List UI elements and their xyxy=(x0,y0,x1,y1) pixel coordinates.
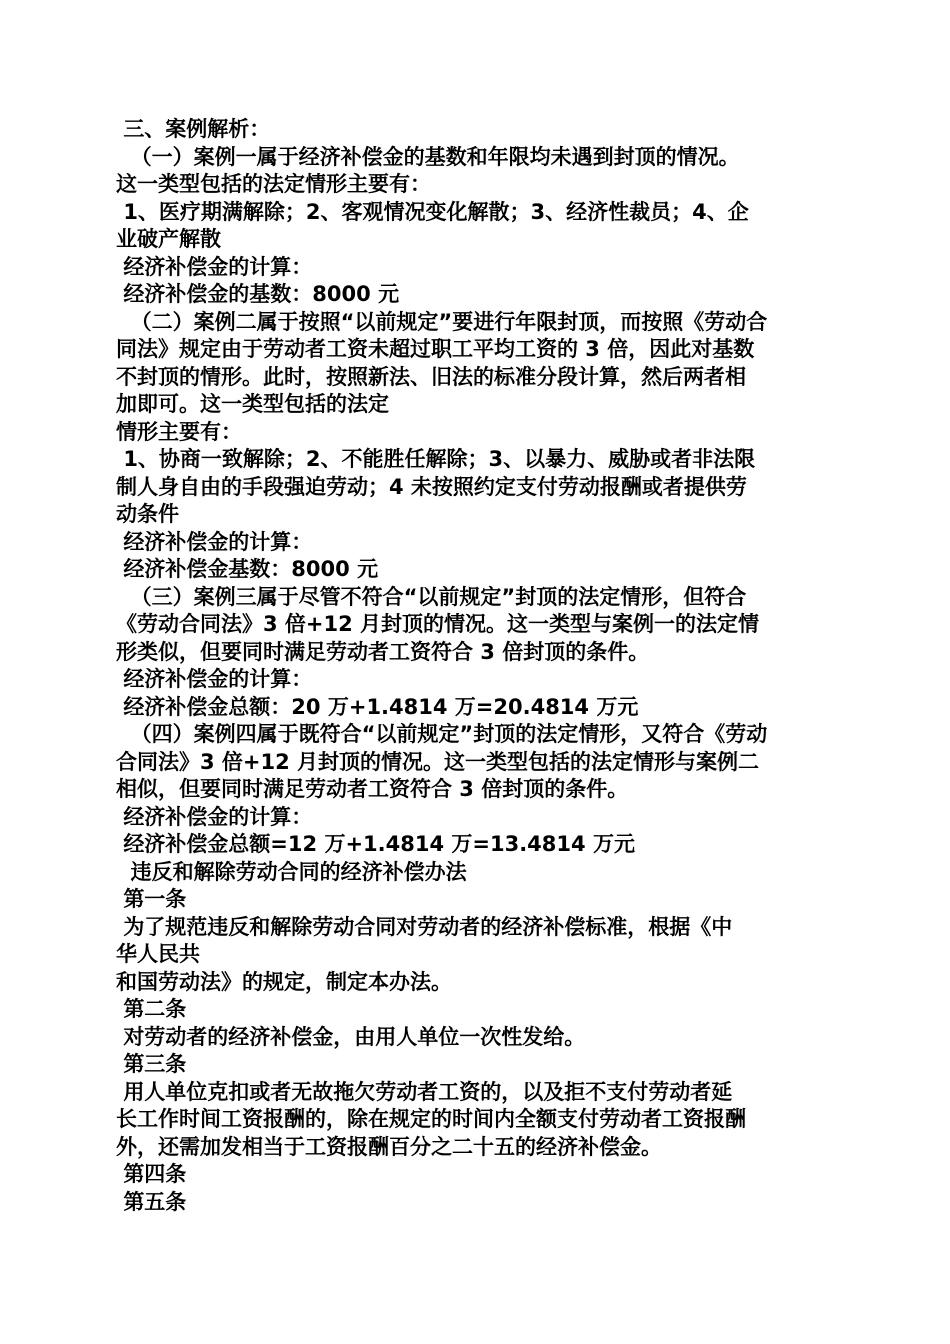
text-line: 经济补偿金总额=12 万+1.4814 万=13.4814 万元 xyxy=(116,832,635,856)
text-line: （二）案例二属于按照“以前规定”要进行年限封顶，而按照《劳动合 xyxy=(116,309,768,334)
text-line: 经济补偿金的计算： xyxy=(116,667,313,691)
text-line: 第三条 xyxy=(116,1052,187,1076)
text-line: 三、案例解析： xyxy=(116,117,271,141)
text-line: 为了规范违反和解除劳动合同对劳动者的经济补偿标准，根据《中 xyxy=(116,914,733,939)
text-line: 第二条 xyxy=(116,997,187,1021)
text-line: 对劳动者的经济补偿金，由用人单位一次性发给。 xyxy=(116,1024,586,1049)
text-line: 和国劳动法》的规定，制定本办法。 xyxy=(116,969,452,994)
text-line: 经济补偿金的计算： xyxy=(116,804,313,829)
text-line: 用人单位克扣或者无故拖欠劳动者工资的，以及拒不支付劳动者延 xyxy=(116,1079,733,1104)
text-line: 1、医疗期满解除；2、客观情况变化解散；3、经济性裁员；4、企 xyxy=(116,199,749,224)
text-line: 《劳动合同法》3 倍+12 月封顶的情况。这一类型与案例一的法定情 xyxy=(116,612,760,636)
text-line: 违反和解除劳动合同的经济补偿办法 xyxy=(116,859,467,884)
text-line: 经济补偿金的计算： xyxy=(116,529,313,554)
text-line: 经济补偿金基数：8000 元 xyxy=(116,557,379,581)
text-line: 华人民共 xyxy=(116,942,200,966)
text-line: 同法》规定由于劳动者工资未超过职工平均工资的 3 倍，因此对基数 xyxy=(116,337,755,361)
text-line: 情形主要有： xyxy=(116,419,242,444)
text-line: 外，还需加发相当于工资报酬百分之二十五的经济补偿金。 xyxy=(116,1134,662,1159)
text-line: 第五条 xyxy=(116,1189,187,1214)
text-line: 制人身自由的手段强迫劳动；4 未按照约定支付劳动报酬或者提供劳 xyxy=(116,474,747,499)
text-line: 经济补偿金的计算： xyxy=(116,254,313,279)
text-line: （一）案例一属于经济补偿金的基数和年限均未遇到封顶的情况。 xyxy=(116,144,740,169)
text-line: 动条件 xyxy=(116,502,179,526)
text-line: 这一类型包括的法定情形主要有： xyxy=(116,172,431,196)
document-page xyxy=(116,116,836,1216)
text-line: 经济补偿金的基数：8000 元 xyxy=(116,282,400,306)
text-line: 形类似，但要同时满足劳动者工资符合 3 倍封顶的条件。 xyxy=(116,639,650,664)
text-line: 加即可。这一类型包括的法定 xyxy=(116,392,389,416)
text-line: 长工作时间工资报酬的，除在规定的时间内全额支付劳动者工资报酬 xyxy=(116,1107,746,1131)
text-line: 相似，但要同时满足劳动者工资符合 3 倍封顶的条件。 xyxy=(116,777,629,801)
text-line: 经济补偿金总额：20 万+1.4814 万=20.4814 万元 xyxy=(116,694,639,719)
text-line: 第四条 xyxy=(116,1162,187,1186)
text-line: 业破产解散 xyxy=(116,227,221,251)
text-line: （三）案例三属于尽管不符合“以前规定”封顶的法定情形，但符合 xyxy=(116,584,747,609)
text-line: 1、协商一致解除；2、不能胜任解除；3、以暴力、威胁或者非法限 xyxy=(116,447,756,471)
text-line: 第一条 xyxy=(116,887,187,911)
text-line: 合同法》3 倍+12 月封顶的情况。这一类型包括的法定情形与案例二 xyxy=(116,749,760,774)
text-line: 不封顶的情形。此时，按照新法、旧法的标准分段计算，然后两者相 xyxy=(116,364,746,389)
text-line: （四）案例四属于既符合“以前规定”封顶的法定情形，又符合《劳动 xyxy=(116,722,768,746)
